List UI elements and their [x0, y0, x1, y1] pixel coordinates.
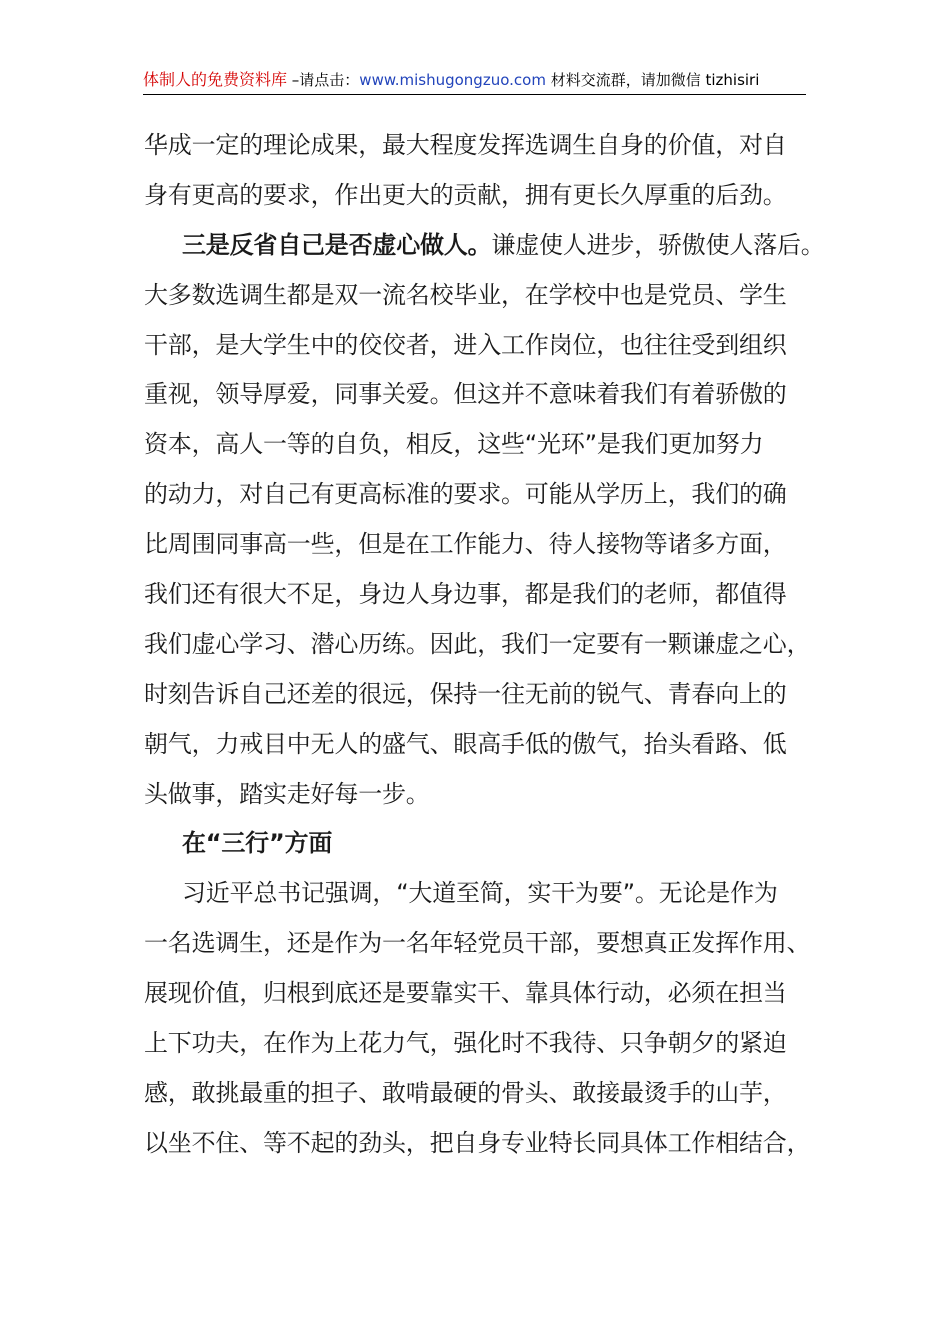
line-text: 华成一定的理论成果，最大程度发挥选调生自身的价值，对自 [144, 131, 787, 159]
header-prompt: –请点击： [287, 71, 360, 89]
body-line-3 [144, 221, 824, 271]
line-text: 我们还有很大不足，身边人身边事，都是我们的老师，都值得 [144, 580, 787, 609]
body-line-10 [144, 570, 824, 620]
line-text: 身有更高的要求，作出更大的贡献，拥有更长久厚重的后劲。 [144, 180, 787, 209]
body-line-17 [144, 919, 824, 969]
body-line-8 [144, 470, 824, 520]
body-line-1 [144, 121, 824, 171]
line-text: 头做事，踏实走好每一步。 [144, 779, 430, 808]
body-line-13 [144, 720, 824, 770]
line-text: 大多数选调生都是双一流名校毕业，在学校中也是党员、学生 [144, 280, 787, 309]
line-text: 以坐不住、等不起的劲头，把自身专业特长同具体工作相结合， [144, 1128, 811, 1157]
line-text: 我们虚心学习、潜心历练。因此，我们一定要有一颗谦虚之心， [144, 629, 811, 658]
line-text: 时刻告诉自己还差的很远，保持一往无前的锐气、青春向上的 [144, 679, 787, 708]
page-header [143, 66, 806, 95]
line-text: 谦虚使人进步，骄傲使人落后。 [491, 230, 825, 259]
body-line-18 [144, 969, 824, 1019]
line-text: 感，敢挑最重的担子、敢啃最硬的骨头、敢接最烫手的山芋， [144, 1078, 787, 1107]
body-line-7 [144, 420, 824, 470]
line-text: 习近平总书记强调，“大道至简，实干为要”。无论是作为 [182, 879, 778, 908]
header-brand: 体制人的免费资料库 [143, 70, 288, 89]
body-line-16 [144, 869, 824, 919]
line-text: 比周围同事高一些，但是在工作能力、待人接物等诸多方面， [144, 530, 787, 559]
header-contact-text: 材料交流群，请加微信 tizhisiri [545, 71, 760, 89]
body-line-20 [144, 1069, 824, 1119]
subheading-humility: 三是反省自己是否虚心做人。 [182, 230, 492, 259]
body-line-19 [144, 1019, 824, 1069]
body-line-11 [144, 620, 824, 670]
body-line-21 [144, 1119, 824, 1169]
line-text: 朝气，力戒目中无人的盛气、眼高手低的傲气，抬头看路、低 [144, 729, 787, 758]
body-line-12 [144, 670, 824, 720]
body-line-2 [144, 171, 824, 221]
body-line-15 [144, 819, 824, 869]
line-text: 的动力，对自己有更高标准的要求。可能从学历上，我们的确 [144, 480, 787, 509]
body-line-5 [144, 321, 824, 371]
line-text: 上下功夫，在作为上花力气，强化时不我待、只争朝夕的紧迫 [144, 1029, 787, 1058]
line-text: 展现价值，归根到底还是要靠实干、靠具体行动，必须在担当 [144, 979, 787, 1008]
body-line-4 [144, 271, 824, 321]
section-heading-three-actions: 在“三行”方面 [182, 829, 333, 858]
body-line-9 [144, 520, 824, 570]
line-text: 一名选调生，还是作为一名年轻党员干部，要想真正发挥作用、 [144, 929, 811, 958]
line-text: 重视，领导厚爱，同事关爱。但这并不意味着我们有着骄傲的 [144, 380, 787, 409]
line-text: 干部，是大学生中的佼佼者，进入工作岗位，也往往受到组织 [144, 330, 787, 359]
body-line-6 [144, 370, 824, 420]
document-body [144, 121, 824, 1169]
line-text: 资本，高人一等的自负，相反，这些“光环”是我们更加努力 [144, 430, 764, 459]
body-line-14 [144, 770, 824, 820]
header-website-link[interactable]: www.mishugongzuo.com [359, 71, 546, 89]
